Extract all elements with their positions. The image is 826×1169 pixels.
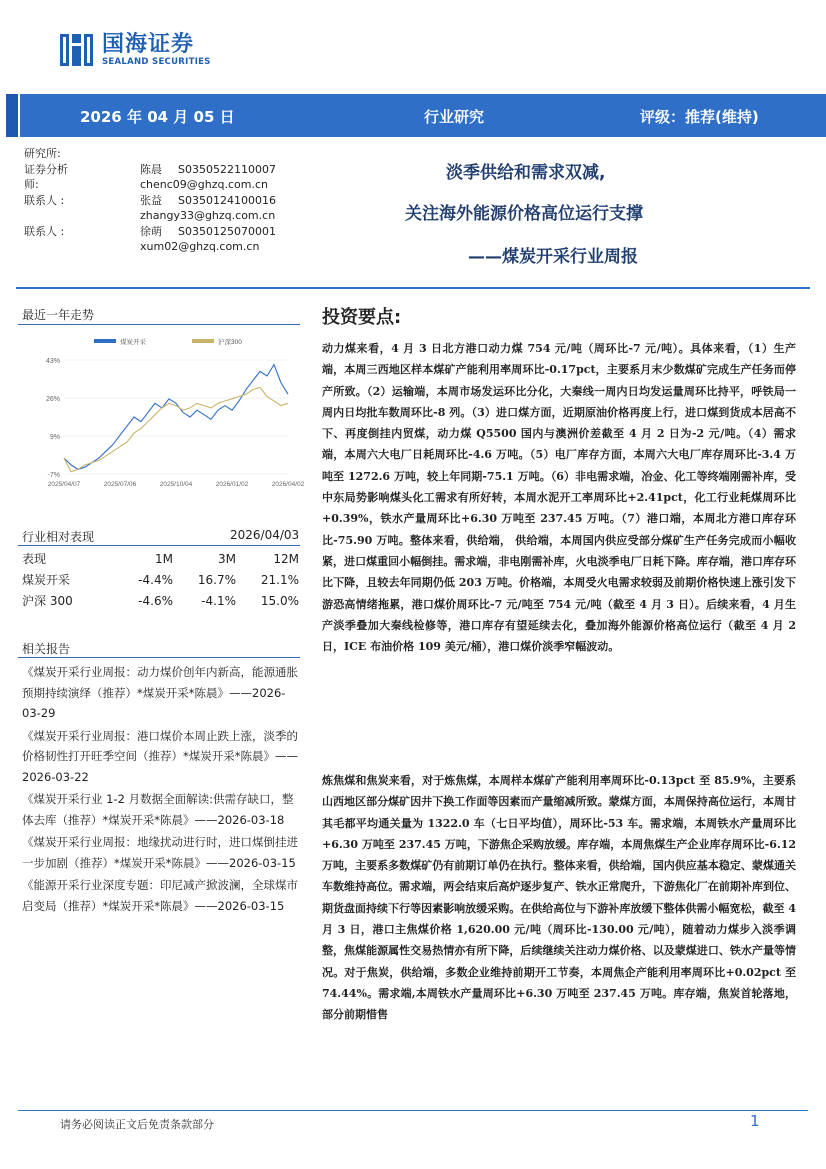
report-title-line2: 关注海外能源价格高位运行支撑 — [405, 204, 643, 224]
trend-chart — [24, 334, 305, 492]
perf-cell: 煤炭开采 — [22, 573, 71, 587]
y-tick-label: 43% — [45, 358, 60, 365]
perf-header-cell: 1M — [155, 551, 173, 566]
x-tick-label: 2025/07/06 — [103, 481, 137, 488]
related-report-link[interactable]: 《能源开采行业深度专题：印尼减产掀波澜，全球煤市启变局（推荐）*煤炭开采*陈晨》——2026-03-15 — [22, 878, 298, 913]
brand-name-cn: 国海证券 — [102, 31, 195, 57]
perf-header-cell: 12M — [273, 551, 299, 566]
section-rule — [18, 545, 300, 546]
institute-label: 研究所: — [24, 147, 61, 160]
contact-label: 联系人 : — [24, 224, 65, 238]
brand-logo — [58, 30, 211, 70]
perf-cell: -4.4% — [138, 572, 173, 587]
key-points-heading: 投资要点: — [322, 307, 402, 328]
header-bar — [0, 94, 826, 137]
x-tick-label: 2026/01/02 — [215, 481, 249, 488]
legend-label: 煤炭开采 — [120, 339, 146, 346]
author-id: S0350522110007 — [178, 162, 276, 176]
related-reports — [22, 662, 300, 918]
report-date: 2026 年 04 月 05 日 — [80, 108, 235, 126]
y-tick-label: 26% — [45, 396, 60, 403]
y-tick-label: 9% — [49, 434, 60, 441]
related-report-link[interactable]: 《煤炭开采行业 1-2 月数据全面解读:供需存缺口，整体去库（推荐）*煤炭开采*陈晨》——2026-03-18 — [22, 792, 294, 827]
perf-header-row — [22, 548, 300, 569]
footer-disclaimer: 请务必阅读正文后免责条款部分 — [60, 1118, 214, 1131]
header-divider — [16, 287, 810, 289]
paragraph-thermal-coal: 动力煤来看，4 月 3 日北方港口动力煤 754 元/吨（周环比-7 元/吨）。具体来看，（1）生产端，本周三西地区样本煤矿产能利用率周环比-0.17pct，主要系月末少数煤矿完成生产任务而停产所致。（2）运输端，本周市场发运环比分化，大秦线一周内日均发运量周环比持平，呼铁局一周内日均批车数周环比-8 列。（3）进口煤方面，近期原油价格再度上行，进口煤到货成本居高不下、再度倒挂内贸煤，动力煤 Q5500 国内与澳洲价差截至 4 月 2 日为-2 元/吨。（4）需求端，本周六大电厂日耗周环比-4.6 万吨。（5）电厂库存方面，本周六大电厂库存周环比-3.4 万吨至 1272.6 万吨，较上年同期-75.1 万吨。（6）非电需求端，冶金、化工等终端刚需补库，受中东局势影响煤头化工需求有所好转，本周水泥开工率周环比+2.41pct，化工行业耗煤周环比+0.39%，铁水产量周环比+6.30 万吨至 237.45 万吨。（7）港口端，本周北方港口库存环比-75.90 万吨。整体来看，供给端， 供给端，本周国内供应受部分煤矿生产任务完成而小幅收紧，进口煤重回小幅倒挂。需求端，非电刚需补库，火电淡季电厂日耗下降。库存端，港口库存环比下降，且较去年同期仍低 203 万吨。价格端，本周受火电需求较弱及前期价格快速上涨引发下游恐高情绪拖累，港口煤价周环比-7 元/吨至 754 元/吨（截至 4 月 3 日）。后续来看，4 月生产淡季叠加大秦线检修等，港口库存有望延续去化，叠加海外能源价格高位运行（截至 4 月 2 日，ICE 布油价格 109 美元/桶），港口煤价淡季窄幅波动。 — [322, 342, 796, 654]
section-rule — [18, 324, 300, 325]
author-email[interactable]: chenc09@ghzq.com.cn — [140, 178, 269, 191]
section-rule — [18, 657, 300, 658]
footer-rule — [18, 1110, 808, 1111]
perf-cell: 15.0% — [260, 593, 299, 608]
author-label: 证券分析师: — [24, 162, 68, 191]
x-tick-label: 2025/10/04 — [159, 481, 193, 488]
report-rating: 评级：推荐(维持) — [640, 108, 759, 126]
contact-label: 联系人 : — [24, 193, 65, 207]
perf-heading: 行业相对表现 — [22, 530, 95, 544]
perf-table — [22, 548, 300, 611]
perf-cell: -4.6% — [138, 593, 173, 608]
related-report-link[interactable]: 《煤炭开采行业周报：地缘扰动进行时，进口煤倒挂进一步加剧（推荐）*煤炭开采*陈晨》——2026-03-15 — [22, 835, 298, 870]
perf-cell: -4.1% — [201, 593, 236, 608]
legend-label: 沪深300 — [218, 339, 242, 346]
trend-chart-svg — [24, 334, 305, 492]
paragraph-coking-coal: 炼焦煤和焦炭来看，对于炼焦煤，本周样本煤矿产能利用率周环比-0.13pct 至 85.9%，主要系山西地区部分煤矿因井下换工作面等因素而产量缩减所致。蒙煤方面，本周保持高位运行，本周甘其毛都平均通关量为 1322.0 车（七日平均值），周环比-53 车。需求端，本周铁水产量周环比+6.30 万吨至 237.45 万吨，下游焦企采购放缓。库存端，本周焦煤生产企业库存周环比-6.12 万吨，主要系多数煤矿仍有前期订单仍在执行。整体来看，供给端，国内供应基本稳定、蒙煤通关车数维持高位。需求端，两会结束后高炉逐步复产、铁水正常爬升，下游焦化厂在前期补库到位、期货盘面持续下行等因素影响放缓采购。在供给高位与下游补库放缓下整体供需小幅宽松，截至 4 月 3 日，港口主焦煤价格 1,620.00 元/吨（周环比-130.00 元/吨），随着动力煤步入淡季调整，焦煤能源属性交易热情亦有所下降，后续继续关注动力煤价格、以及蒙煤进口、铁水产量等情况。对于焦炭，供给端，多数企业维持前期开工节奏，本周焦企产能利用率周环比+0.02pct 至 74.44%。需求端,本周铁水产量周环比+6.30 万吨至 237.45 万吨。库存端，焦炭首轮落地，部分前期惜售 — [322, 774, 796, 1022]
trend-heading: 最近一年走势 — [22, 308, 95, 322]
report-title-line3: ——煤炭开采行业周报 — [468, 247, 638, 267]
author-block — [24, 146, 276, 255]
x-tick-label: 2025/04/07 — [47, 481, 81, 488]
perf-header-cell: 3M — [218, 551, 236, 566]
perf-date: 2026/04/03 — [230, 528, 300, 542]
contact-email[interactable]: xum02@ghzq.com.cn — [140, 240, 260, 253]
contact-id: S0350124100016 — [178, 193, 276, 207]
legend-swatch — [94, 339, 116, 343]
x-tick-label: 2026/04/02 — [271, 481, 305, 488]
contact-name: 徐萌 — [140, 224, 162, 238]
report-category: 行业研究 — [424, 108, 485, 126]
perf-cell: 21.1% — [260, 572, 299, 587]
perf-header-cell: 表现 — [22, 552, 47, 566]
series-line-coal — [64, 365, 288, 470]
author-name: 陈晨 — [140, 162, 162, 176]
contact-email[interactable]: zhangy33@ghzq.com.cn — [140, 209, 276, 222]
report-title-line1: 淡季供给和需求双减, — [446, 163, 606, 183]
page-number: 1 — [750, 1112, 760, 1130]
perf-cell: 16.7% — [197, 572, 236, 587]
perf-cell: 沪深 300 — [22, 594, 73, 608]
contact-id: S0350125070001 — [178, 224, 276, 238]
perf-row — [22, 590, 300, 611]
legend-swatch — [192, 339, 214, 343]
y-tick-label: -7% — [47, 472, 60, 479]
brand-name-en: SEALAND SECURITIES — [102, 56, 211, 67]
related-report-link[interactable]: 《煤炭开采行业周报：港口煤价本周止跌上涨，淡季的价格韧性打开旺季空间（推荐）*煤炭开采*陈晨》——2026-03-22 — [22, 728, 298, 784]
reports-heading: 相关报告 — [22, 642, 71, 656]
related-report-link[interactable]: 《煤炭开采行业周报：动力煤价创年内新高，能源通胀预期持续演绎（推荐）*煤炭开采*陈晨》——2026-03-29 — [22, 665, 298, 720]
sealand-logo-icon — [58, 30, 96, 70]
perf-row — [22, 569, 300, 590]
header-bar-accent — [0, 94, 20, 137]
contact-name: 张益 — [140, 193, 162, 207]
